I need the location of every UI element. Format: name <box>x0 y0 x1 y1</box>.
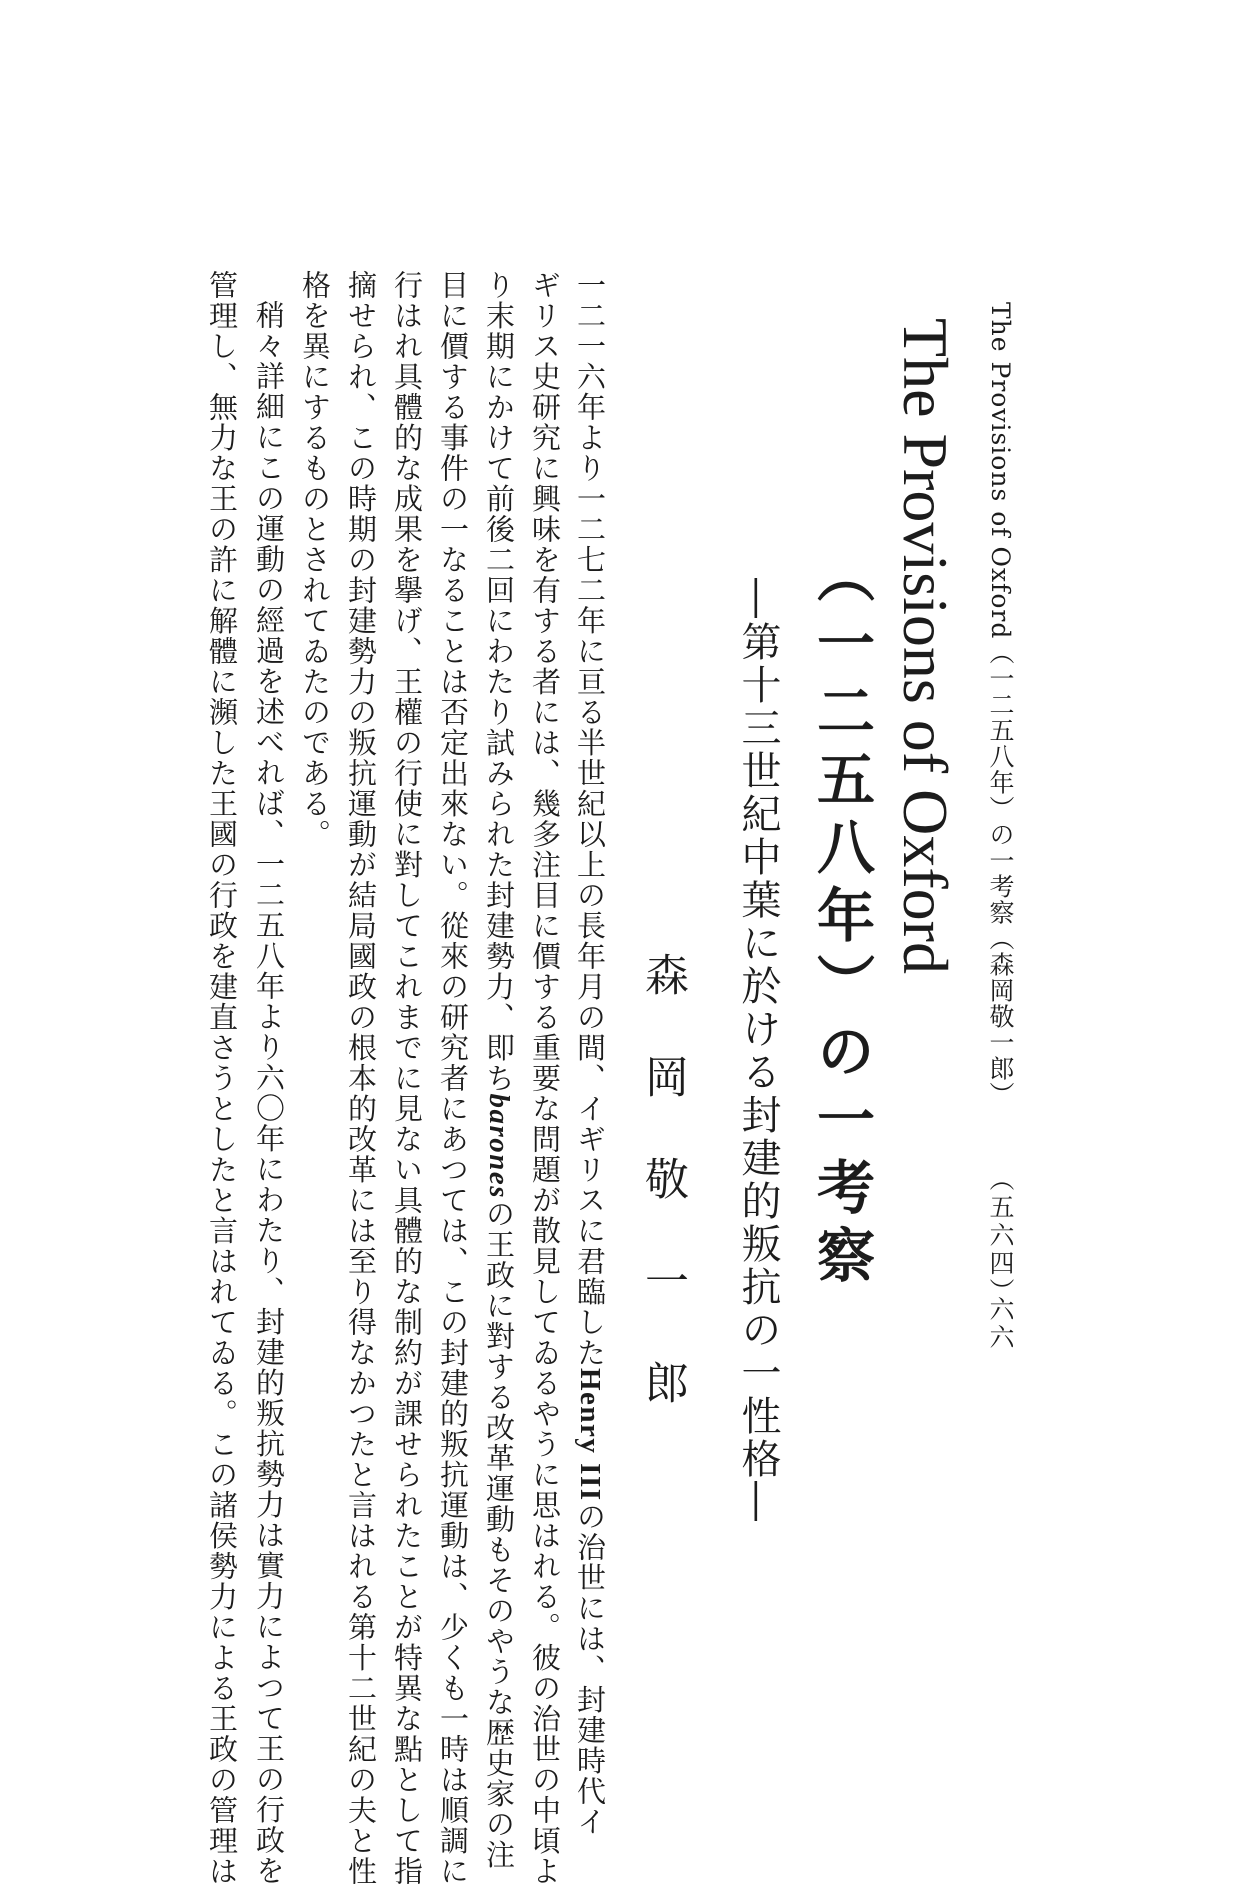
author-name: 森岡敬一郎 <box>637 952 688 1462</box>
body-line: り末期にかけて前後二回にわたり試みられた封建勢力、即ちbaronesの王政に對する改革運動もそのやうな歴史家の注 <box>482 270 516 1871</box>
body-line: 格を異にするものとされてゐたのである。 <box>298 270 332 850</box>
body-line: 摘せられ、この時期の封建勢力の叛抗運動が結局國政の根本的改革には至り得なかつたと言はれる第十二世紀の夫と性 <box>344 270 378 1887</box>
page-number-kanji: （五六四） <box>986 1166 1015 1306</box>
body-line: 一二一六年より一二七二年に亘る半世紀以上の長年月の間、イギリスに君臨したHenry IIIの治世には、封建時代イ <box>573 270 607 1838</box>
body-line: 管理し、無力な王の許に解體に瀕した王國の行政を建直さうとしたと言はれてゐる。この諸侯勢力による王政の管理は <box>205 270 239 1887</box>
article-title-english: The Provisions of Oxford <box>890 318 961 974</box>
page-number: 六六 <box>986 1296 1015 1352</box>
article-subtitle: ―第十三世紀中葉に於ける封建的叛抗の一性格― <box>735 578 781 1524</box>
body-line: 行はれ具體的な成果を擧げ、王權の行使に對してこれまでに見ない具體的な制約が課せられたことが特異な點として指 <box>390 270 424 1887</box>
body-line: ギリス史研究に興味を有する者には、幾多注目に價する重要な問題が散見してゐるやうに思はれる。彼の治世の中頃よ <box>528 270 562 1887</box>
body-line: 稍々詳細にこの運動の經過を述べれば、一二五八年より六〇年にわたり、封建的叛抗勢力は實力によつて王の行政を <box>252 300 286 1886</box>
article-title-japanese: （一二五八年）の一考察 <box>807 545 875 1293</box>
running-header: The Provisions of Oxford（一二五八年）の一考察（森岡敬一郎） <box>986 302 1015 1108</box>
body-line: 目に價する事件の一なることは否定出來ない。從來の研究者にあつては、この封建的叛抗運動は、少くも一時は順調に <box>436 270 470 1887</box>
